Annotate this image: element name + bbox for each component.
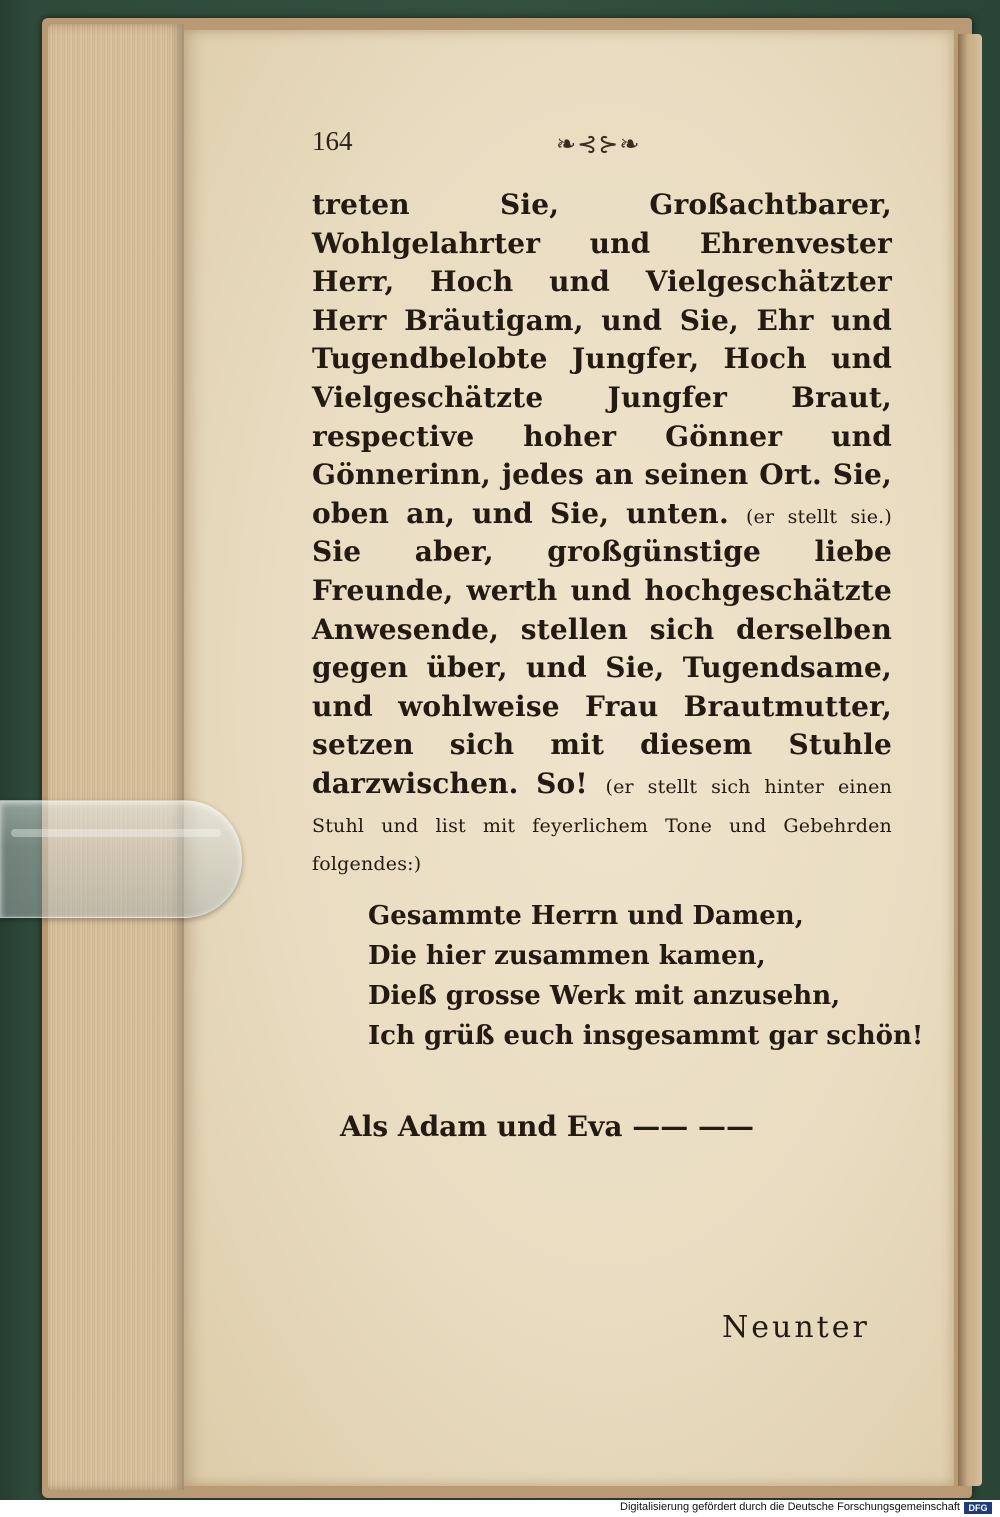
footer-credit: Digitalisierung gefördert durch die Deutsche Forschungsgemeinschaft bbox=[620, 1501, 960, 1513]
page-edges bbox=[48, 24, 184, 1490]
verse-line: Dieß grosse Werk mit anzusehn, bbox=[368, 981, 841, 1011]
page-header bbox=[184, 126, 954, 166]
glass-page-weight bbox=[0, 800, 242, 918]
catchword: Neunter bbox=[722, 1310, 870, 1345]
dfg-logo-icon: DFG bbox=[964, 1502, 992, 1514]
stage-direction-1: (er stellt sie.) bbox=[745, 505, 892, 528]
verse-block bbox=[368, 896, 924, 1056]
page-number: 164 bbox=[312, 126, 353, 156]
verse-line: Ich grüß euch insgesammt gar schön! bbox=[368, 1021, 924, 1051]
body-text-part-1: treten Sie, Großachtbarer, Wohlgelahrter und Ehrenvester Herr, Hoch und Vielgeschätzter Herr Bräutigam, und Sie, Ehr und Tugendbelobte Jungfer, Hoch und Vielgeschätzte Jungfer Braut, respective hoher Gönner und Gönnerinn, jedes an seinen Ort. Sie, oben an, und Sie, unten. bbox=[312, 188, 892, 530]
body-paragraph bbox=[312, 186, 892, 881]
footer-bar bbox=[0, 1500, 1000, 1517]
closing-line: Als Adam und Eva —— —— bbox=[340, 1110, 754, 1143]
book-page bbox=[184, 30, 954, 1486]
header-ornament: ❧⊰⊱❧ bbox=[556, 130, 641, 158]
stage-direction-2: (er stellt sich hinter einen Stuhl und list mit feyerlichem Tone und Gebehrden folgendes:) bbox=[312, 775, 893, 876]
verse-line: Gesammte Herrn und Damen, bbox=[368, 901, 804, 931]
body-text-part-2: Sie aber, großgünstige liebe Freunde, werth und hochgeschätzte Anwesende, stellen sich derselben gegen über, und Sie, Tugendsame, und wohlweise Frau Brautmutter, setzen sich mit diesem Stuhle darzwischen. So! bbox=[312, 535, 892, 800]
verse-line: Die hier zusammen kamen, bbox=[368, 941, 766, 971]
next-page-edge bbox=[958, 34, 982, 1486]
